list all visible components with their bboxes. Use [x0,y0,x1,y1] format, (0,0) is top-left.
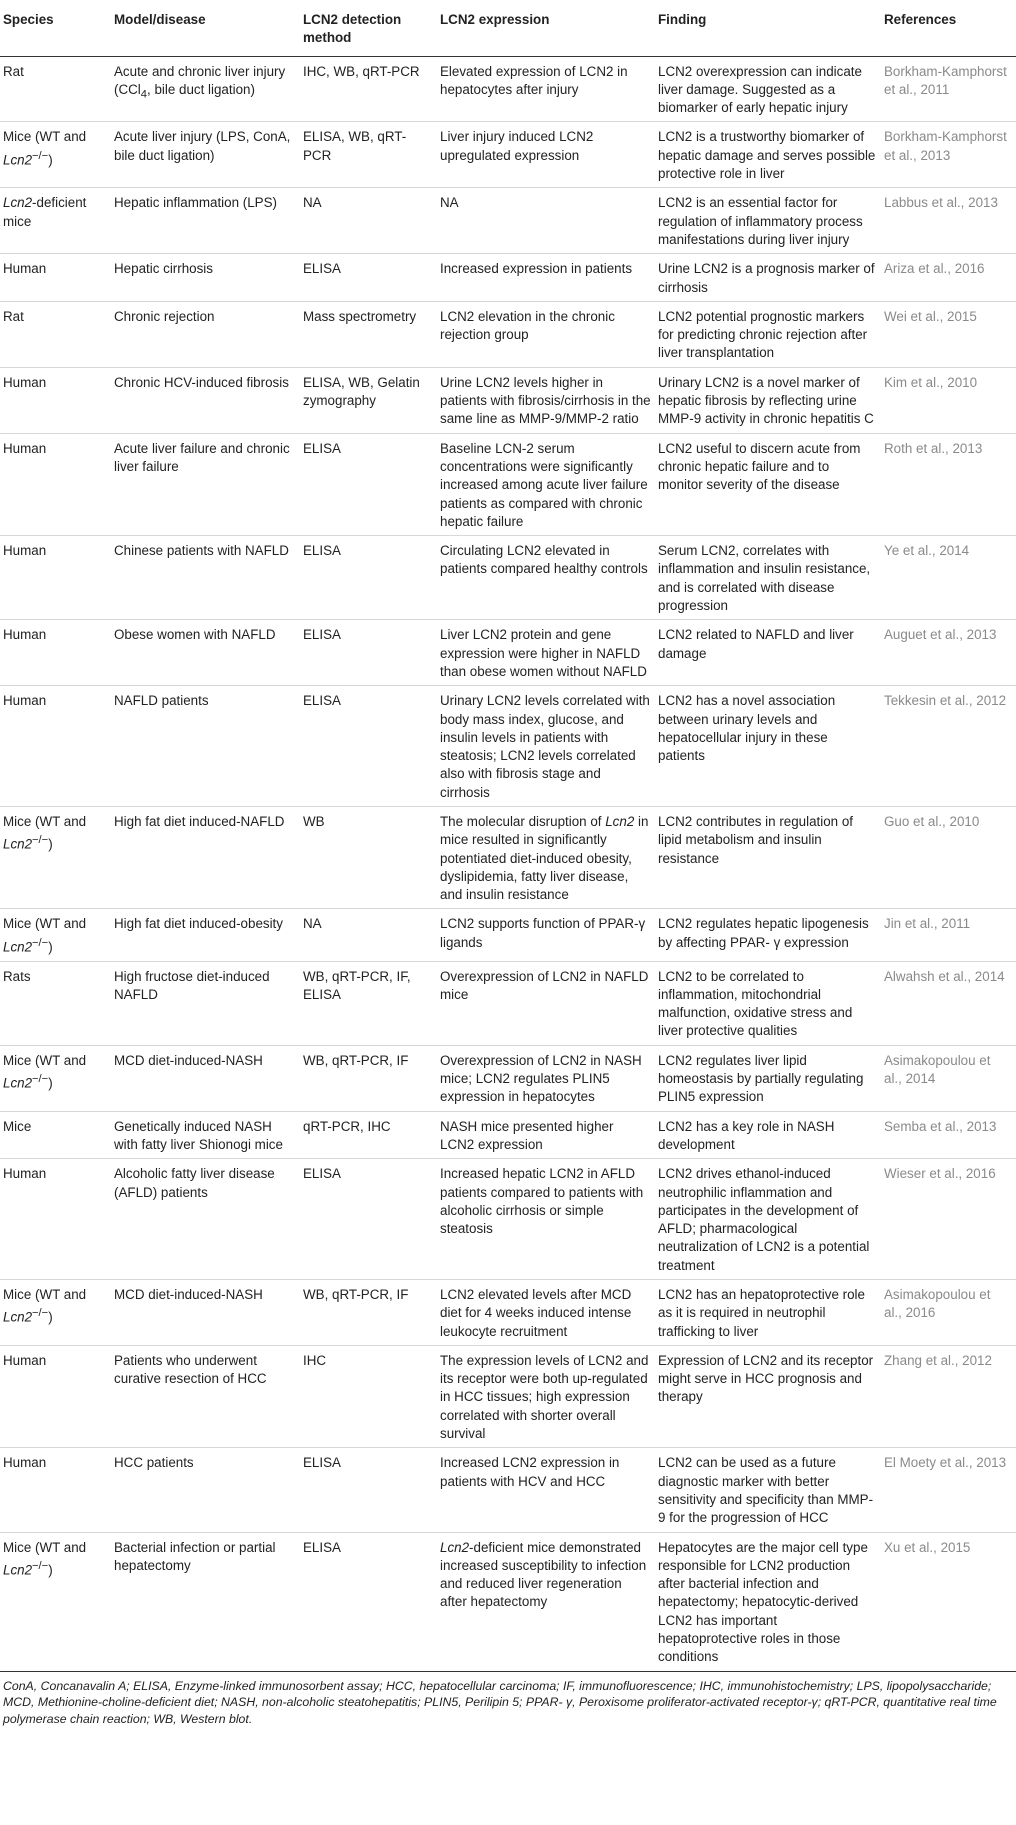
cell-lcn2-expression: Circulating LCN2 elevated in patients compared healthy controls [437,536,655,620]
cell-model-disease: Alcoholic fatty liver disease (AFLD) patients [111,1159,300,1280]
table-row [0,620,1016,686]
cell-lcn2-expression: Increased expression in patients [437,254,655,302]
cell-reference: Roth et al., 2013 [881,433,1016,535]
cell-detection-method: ELISA [300,1448,437,1532]
cell-species: Human [0,1159,111,1280]
cell-species: Mice (WT and Lcn2−/−) [0,1045,111,1111]
cell-finding: Serum LCN2, correlates with inflammation and insulin resistance, and is correlated with disease progression [655,536,881,620]
cell-model-disease: Chinese patients with NAFLD [111,536,300,620]
cell-model-disease: High fructose diet-induced NAFLD [111,961,300,1045]
cell-reference: Jin et al., 2011 [881,909,1016,961]
cell-species: Mice (WT and Lcn2−/−) [0,1532,111,1671]
header-lcn2-expression: LCN2 expression [437,0,655,56]
cell-finding: LCN2 regulates liver lipid homeostasis by partially regulating PLIN5 expression [655,1045,881,1111]
cell-model-disease: Acute and chronic liver injury (CCl$_4$, bile duct ligation) [111,56,300,122]
cell-detection-method: ELISA [300,620,437,686]
cell-lcn2-expression: NA [437,188,655,254]
cell-model-disease: Hepatic inflammation (LPS) [111,188,300,254]
cell-reference: Ariza et al., 2016 [881,254,1016,302]
cell-species: Mice (WT and Lcn2−/−) [0,122,111,188]
cell-lcn2-expression: Overexpression of LCN2 in NAFLD mice [437,961,655,1045]
cell-model-disease: High fat diet induced-NAFLD [111,806,300,908]
cell-model-disease: Genetically induced NASH with fatty liver Shionogi mice [111,1111,300,1159]
header-species: Species [0,0,111,56]
cell-species: Mice (WT and Lcn2−/−) [0,806,111,908]
cell-finding: LCN2 is a trustworthy biomarker of hepatic damage and serves possible protective role in liver [655,122,881,188]
cell-lcn2-expression: The molecular disruption of Lcn2 in mice resulted in significantly potentiated diet-induced obesity, dyslipidemia, fatty liver disease, and insulin resistance [437,806,655,908]
table-row [0,806,1016,908]
table-row [0,1045,1016,1111]
cell-species: Rats [0,961,111,1045]
cell-finding: LCN2 has a novel association between urinary levels and hepatocellular injury in these patients [655,686,881,807]
cell-species: Human [0,433,111,535]
table-row [0,122,1016,188]
table-row [0,433,1016,535]
header-finding: Finding [655,0,881,56]
cell-species: Rat [0,301,111,367]
cell-finding: LCN2 to be correlated to inflammation, mitochondrial malfunction, oxidative stress and liver protective qualities [655,961,881,1045]
cell-finding: LCN2 is an essential factor for regulation of inflammatory process manifestations during liver injury [655,188,881,254]
cell-species: Human [0,1448,111,1532]
table-row [0,1345,1016,1447]
cell-lcn2-expression: LCN2 elevated levels after MCD diet for 4 weeks induced intense leukocyte recruitment [437,1279,655,1345]
cell-detection-method: WB, qRT-PCR, IF [300,1279,437,1345]
header-model-disease: Model/disease [111,0,300,56]
cell-species: Human [0,686,111,807]
cell-lcn2-expression: Liver LCN2 protein and gene expression were higher in NAFLD than obese women without NAFLD [437,620,655,686]
table-row [0,254,1016,302]
table-footnote: ConA, Concanavalin A; ELISA, Enzyme-linked immunosorbent assay; HCC, hepatocellular carcinoma; IF, immunofluorescence; IHC, immunohistochemistry; LPS, lipopolysaccharide; MCD, Methionine-choline-deficient diet; NASH, non-alcoholic steatohepatitis; PLIN5, Perilipin 5; PPAR- γ, Peroxisome proliferator-activated receptor-γ; qRT-PCR, quantitative real time polymerase chain reaction; WB, Western blot. [3,1678,997,1727]
cell-model-disease: Patients who underwent curative resection of HCC [111,1345,300,1447]
cell-model-disease: Chronic HCV-induced fibrosis [111,367,300,433]
cell-reference: Wieser et al., 2016 [881,1159,1016,1280]
cell-detection-method: WB, qRT-PCR, IF [300,1045,437,1111]
cell-reference: Borkham-Kamphorst et al., 2013 [881,122,1016,188]
table-row [0,301,1016,367]
table-row [0,686,1016,807]
cell-detection-method: ELISA [300,536,437,620]
cell-lcn2-expression: The expression levels of LCN2 and its receptor were both up-regulated in HCC tissues; high expression correlated with shorter overall survival [437,1345,655,1447]
cell-species: Mice (WT and Lcn2−/−) [0,1279,111,1345]
cell-detection-method: ELISA [300,433,437,535]
table-body [0,56,1016,1671]
cell-finding: LCN2 overexpression can indicate liver damage. Suggested as a biomarker of early hepatic injury [655,56,881,122]
cell-model-disease: MCD diet-induced-NASH [111,1279,300,1345]
cell-species: Human [0,1345,111,1447]
table-row [0,961,1016,1045]
cell-reference: Asimakopoulou et al., 2014 [881,1045,1016,1111]
cell-lcn2-expression: Increased LCN2 expression in patients with HCV and HCC [437,1448,655,1532]
cell-lcn2-expression: Baseline LCN-2 serum concentrations were significantly increased among acute liver failure patients as compared with chronic hepatic failure [437,433,655,535]
cell-finding: LCN2 regulates hepatic lipogenesis by affecting PPAR- γ expression [655,909,881,961]
cell-finding: LCN2 related to NAFLD and liver damage [655,620,881,686]
cell-detection-method: Mass spectrometry [300,301,437,367]
cell-detection-method: IHC [300,1345,437,1447]
cell-model-disease: Chronic rejection [111,301,300,367]
cell-lcn2-expression: NASH mice presented higher LCN2 expression [437,1111,655,1159]
cell-reference: Xu et al., 2015 [881,1532,1016,1671]
cell-detection-method: NA [300,909,437,961]
cell-finding: LCN2 contributes in regulation of lipid metabolism and insulin resistance [655,806,881,908]
cell-detection-method: ELISA [300,1532,437,1671]
cell-species: Human [0,254,111,302]
cell-finding: Urine LCN2 is a prognosis marker of cirrhosis [655,254,881,302]
cell-reference: Alwahsh et al., 2014 [881,961,1016,1045]
cell-model-disease: Obese women with NAFLD [111,620,300,686]
cell-species: Lcn2-deficient mice [0,188,111,254]
cell-lcn2-expression: Liver injury induced LCN2 upregulated expression [437,122,655,188]
cell-detection-method: ELISA [300,1159,437,1280]
cell-reference: Ye et al., 2014 [881,536,1016,620]
cell-species: Human [0,536,111,620]
cell-detection-method: ELISA [300,686,437,807]
table-row [0,1159,1016,1280]
cell-reference: Guo et al., 2010 [881,806,1016,908]
cell-model-disease: Bacterial infection or partial hepatectomy [111,1532,300,1671]
cell-reference: Auguet et al., 2013 [881,620,1016,686]
cell-finding: LCN2 potential prognostic markers for predicting chronic rejection after liver transplantation [655,301,881,367]
cell-detection-method: ELISA [300,254,437,302]
cell-reference: El Moety et al., 2013 [881,1448,1016,1532]
cell-finding: LCN2 can be used as a future diagnostic marker with better sensitivity and specificity than MMP-9 for the progression of HCC [655,1448,881,1532]
cell-detection-method: NA [300,188,437,254]
cell-reference: Wei et al., 2015 [881,301,1016,367]
cell-lcn2-expression: Lcn2-deficient mice demonstrated increased susceptibility to infection and reduced liver regeneration after hepatectomy [437,1532,655,1671]
cell-model-disease: MCD diet-induced-NASH [111,1045,300,1111]
cell-detection-method: ELISA, WB, Gelatin zymography [300,367,437,433]
cell-lcn2-expression: Overexpression of LCN2 in NASH mice; LCN2 regulates PLIN5 expression in hepatocytes [437,1045,655,1111]
cell-detection-method: IHC, WB, qRT-PCR [300,56,437,122]
cell-model-disease: NAFLD patients [111,686,300,807]
cell-species: Mice (WT and Lcn2−/−) [0,909,111,961]
cell-species: Rat [0,56,111,122]
cell-reference: Borkham-Kamphorst et al., 2011 [881,56,1016,122]
cell-detection-method: WB [300,806,437,908]
cell-lcn2-expression: LCN2 supports function of PPAR-γ ligands [437,909,655,961]
cell-finding: Hepatocytes are the major cell type responsible for LCN2 production after bacterial infection and hepatectomy; hepatocytic-derived LCN2 has important hepatoprotective roles in those conditions [655,1532,881,1671]
table-row [0,1111,1016,1159]
cell-finding: LCN2 has a key role in NASH development [655,1111,881,1159]
cell-reference: Zhang et al., 2012 [881,1345,1016,1447]
cell-model-disease: Hepatic cirrhosis [111,254,300,302]
cell-model-disease: Acute liver failure and chronic liver failure [111,433,300,535]
cell-detection-method: qRT-PCR, IHC [300,1111,437,1159]
cell-model-disease: Acute liver injury (LPS, ConA, bile duct ligation) [111,122,300,188]
cell-reference: Semba et al., 2013 [881,1111,1016,1159]
cell-lcn2-expression: Elevated expression of LCN2 in hepatocytes after injury [437,56,655,122]
cell-species: Mice [0,1111,111,1159]
table-row [0,56,1016,122]
cell-lcn2-expression: Increased hepatic LCN2 in AFLD patients compared to patients with alcoholic cirrhosis or simple steatosis [437,1159,655,1280]
cell-reference: Kim et al., 2010 [881,367,1016,433]
cell-finding: Expression of LCN2 and its receptor might serve in HCC prognosis and therapy [655,1345,881,1447]
cell-lcn2-expression: Urine LCN2 levels higher in patients with fibrosis/cirrhosis in the same line as MMP-9/MMP-2 ratio [437,367,655,433]
cell-model-disease: High fat diet induced-obesity [111,909,300,961]
cell-detection-method: WB, qRT-PCR, IF, ELISA [300,961,437,1045]
cell-model-disease: HCC patients [111,1448,300,1532]
header-detection-method: LCN2 detection method [300,0,437,56]
table-row [0,367,1016,433]
table-row [0,1448,1016,1532]
cell-finding: Urinary LCN2 is a novel marker of hepatic fibrosis by reflecting urine MMP-9 activity in chronic hepatitis C [655,367,881,433]
table-row [0,909,1016,961]
table-row [0,1532,1016,1671]
cell-detection-method: ELISA, WB, qRT-PCR [300,122,437,188]
table-row [0,536,1016,620]
cell-lcn2-expression: LCN2 elevation in the chronic rejection group [437,301,655,367]
header-references: References [881,0,1016,56]
cell-finding: LCN2 drives ethanol-induced neutrophilic inflammation and participates in the development of AFLD; pharmacological neutralization of LCN2 is a potential treatment [655,1159,881,1280]
cell-species: Human [0,620,111,686]
cell-reference: Asimakopoulou et al., 2016 [881,1279,1016,1345]
cell-species: Human [0,367,111,433]
cell-lcn2-expression: Urinary LCN2 levels correlated with body mass index, glucose, and insulin levels in patients with steatosis; LCN2 levels correlated also with fibrosis stage and cirrhosis [437,686,655,807]
cell-reference: Labbus et al., 2013 [881,188,1016,254]
table-row [0,188,1016,254]
cell-finding: LCN2 useful to discern acute from chronic hepatic failure and to monitor severity of the disease [655,433,881,535]
table-row [0,1279,1016,1345]
header-row [0,0,1016,56]
cell-reference: Tekkesin et al., 2012 [881,686,1016,807]
cell-finding: LCN2 has an hepatoprotective role as it is required in neutrophil trafficking to liver [655,1279,881,1345]
